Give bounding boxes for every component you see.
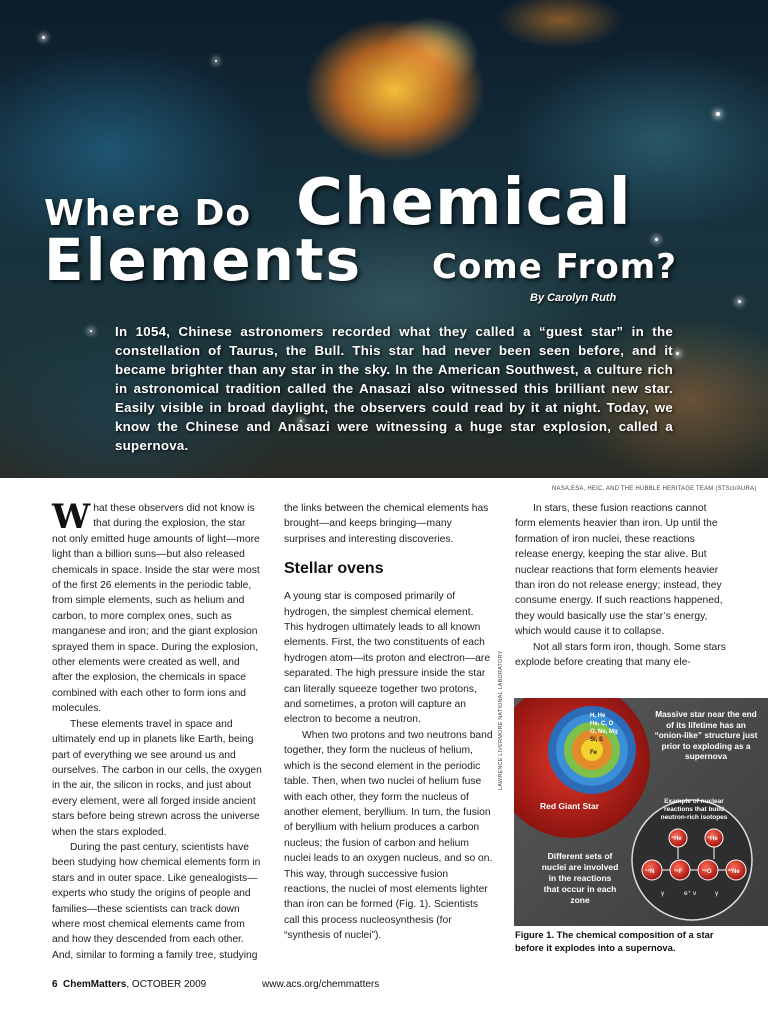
paragraph-text: hat these observers did not know is that during the explosion, the star not only emitted huge amounts of light—more light than a billion suns—but also released chemicals in space. Inside the star were most of the first 26 elements in the periodic table, from simple elements, such as helium and carbon, to more complex ones, such as manganese and iron; and the giant explosion sprayed them in space. During the explosion, other elements were created as well, and after the explosion, the chemicals in space combined with each other to form ions and molecules. xyxy=(52,503,260,715)
title-elements: Elements xyxy=(44,226,363,294)
body-paragraph: When two protons and two neutrons band together, they form the nucleus of helium, which is the second element in the periodic table. Then, when two nuclei of helium fuse with each other, they form the nucleus of another element, beryllium. In turn, the fusion of beryllium with helium produces a carbon nucleus; the fusion of carbon and helium nuclei leads to an oxygen nucleus, and so on. This way, through successive fusion reactions, the nuclei of most elements lighter than iron can be formed (Fig. 1). Scientists call this process nucleosynthesis (for “synthesis of nuclei”). xyxy=(284,729,493,942)
figure-caption: Figure 1. The chemical composition of a star before it explodes into a supernova. xyxy=(515,929,714,953)
column-3 xyxy=(515,501,727,670)
particle-label: γ xyxy=(715,890,719,897)
different-nuclei-label: Different sets of nuclei are involved in the reactions that occur in each zone xyxy=(541,851,619,905)
page-number: 6 xyxy=(52,979,58,990)
nucleus-label: ²²Ne xyxy=(728,869,740,875)
layer-label: H, He xyxy=(590,713,606,719)
star-sparkle xyxy=(42,36,45,39)
nucleus-label: ¹⁸F xyxy=(674,869,683,875)
body-paragraph: These elements travel in space and ultimately end up in planets like Earth, being part of everything we see around us and ourselves. The carbon in our cells, the oxygen in the air, the silicon in rocks, and just about every element, were all forged inside ancient stars before being strewn across the universe when the stars exploded. xyxy=(52,718,262,838)
section-heading: Stellar ovens xyxy=(284,560,384,578)
star-sparkle xyxy=(655,238,658,241)
magazine-name: ChemMatters xyxy=(63,979,127,990)
star-sparkle xyxy=(738,300,741,303)
hero-image xyxy=(0,0,768,478)
nucleus-label: ¹⁴N xyxy=(645,869,655,875)
layer-label: Si, S xyxy=(590,737,604,743)
particle-label: γ xyxy=(661,890,665,897)
hero-photo-credit: NASA,ESA, HEIC, AND THE HUBBLE HERITAGE TEAM (STScI/AURA) xyxy=(552,486,757,492)
body-paragraph: Not all stars form iron, though. Some stars explode before creating that many ele- xyxy=(515,641,726,669)
star-sparkle xyxy=(676,352,679,355)
title-come-from: Come From? xyxy=(432,247,677,287)
column-2 xyxy=(284,501,494,944)
figure-star-diagram xyxy=(514,698,768,926)
massive-star-label: Massive star near the end of its lifetime has an “onion-like” structure just prior to exploding as a supernova xyxy=(654,709,758,761)
body-paragraph xyxy=(52,497,262,717)
drop-cap: W xyxy=(52,497,91,537)
layer-label: He, C, O xyxy=(590,721,614,727)
title-where-do: Where Do xyxy=(44,193,252,234)
byline: By Carolyn Ruth xyxy=(530,292,617,304)
reaction-example-label: Example of nuclear reactions that build neutron-rich isotopes xyxy=(660,798,728,821)
body-paragraph: the links between the chemical elements has brought—and keeps bringing—many surprises and interesting discoveries. xyxy=(284,503,489,545)
nucleus-label: ⁴He xyxy=(671,836,682,842)
title-chemical: Chemical xyxy=(296,166,632,240)
layer-label: O, Ne, Mg xyxy=(590,729,618,735)
body-paragraph: A young star is composed primarily of hydrogen, the simplest chemical element. This hydrogen ultimately leads to all known elements. First, the two constituents of each hydrogen atom—its proton and electron—are separated. The high pressure inside the star can literally squeeze together two protons, and sometimes, a proton will capture an electron to become a neutron. xyxy=(284,591,491,726)
layer-label: Fe xyxy=(590,750,598,756)
star-sparkle xyxy=(716,112,720,116)
nucleus-label: ¹⁸O xyxy=(702,869,712,875)
issue-date: , OCTOBER 2009 xyxy=(126,979,207,990)
figure-credit: LAWRENCE LIVERMORE NATIONAL LABORATORY xyxy=(498,650,504,790)
website-link[interactable]: www.acs.org/chemmatters xyxy=(262,979,380,990)
body-paragraph: In stars, these fusion reactions cannot form elements heavier than iron. Up until the formation of iron nuclei, these reactions release energy, keeping the star alive. But nuclear reactions that form elements heavier than iron do not release energy; instead, they consume energy. If such reactions happened, they would basically use the star’s energy, which would cause it to collapse. xyxy=(515,503,723,638)
star-sparkle xyxy=(90,330,92,332)
star-sparkle xyxy=(215,60,217,62)
magazine-issue xyxy=(63,979,206,990)
column-1 xyxy=(52,497,262,963)
body-paragraph: During the past century, scientists have been studying how chemical elements form in stars and in outer space. Like genealogists—experts who study the origins of people and families—these scientists can track down where most chemical elements came from and how they descended from each other. And, similar to forming a family tree, studying xyxy=(52,841,261,961)
intro-paragraph: In 1054, Chinese astronomers recorded what they called a “guest star” in the constellation of Taurus, the Bull. This star had never been seen before, and it became brighter than any star in the sky. In the American Southwest, a culture rich in astronomical tradition called the Anasazi also witnessed this brilliant new star. Easily visible in broad daylight, the observers could read by it at night. Today, we know the Chinese and Anasazi were witnessing a huge star explosion, called a supernova. xyxy=(115,324,673,453)
red-giant-label: Red Giant Star xyxy=(540,801,600,811)
nucleus-label: ⁴He xyxy=(707,836,718,842)
particle-label: e⁺ ν xyxy=(684,890,697,897)
